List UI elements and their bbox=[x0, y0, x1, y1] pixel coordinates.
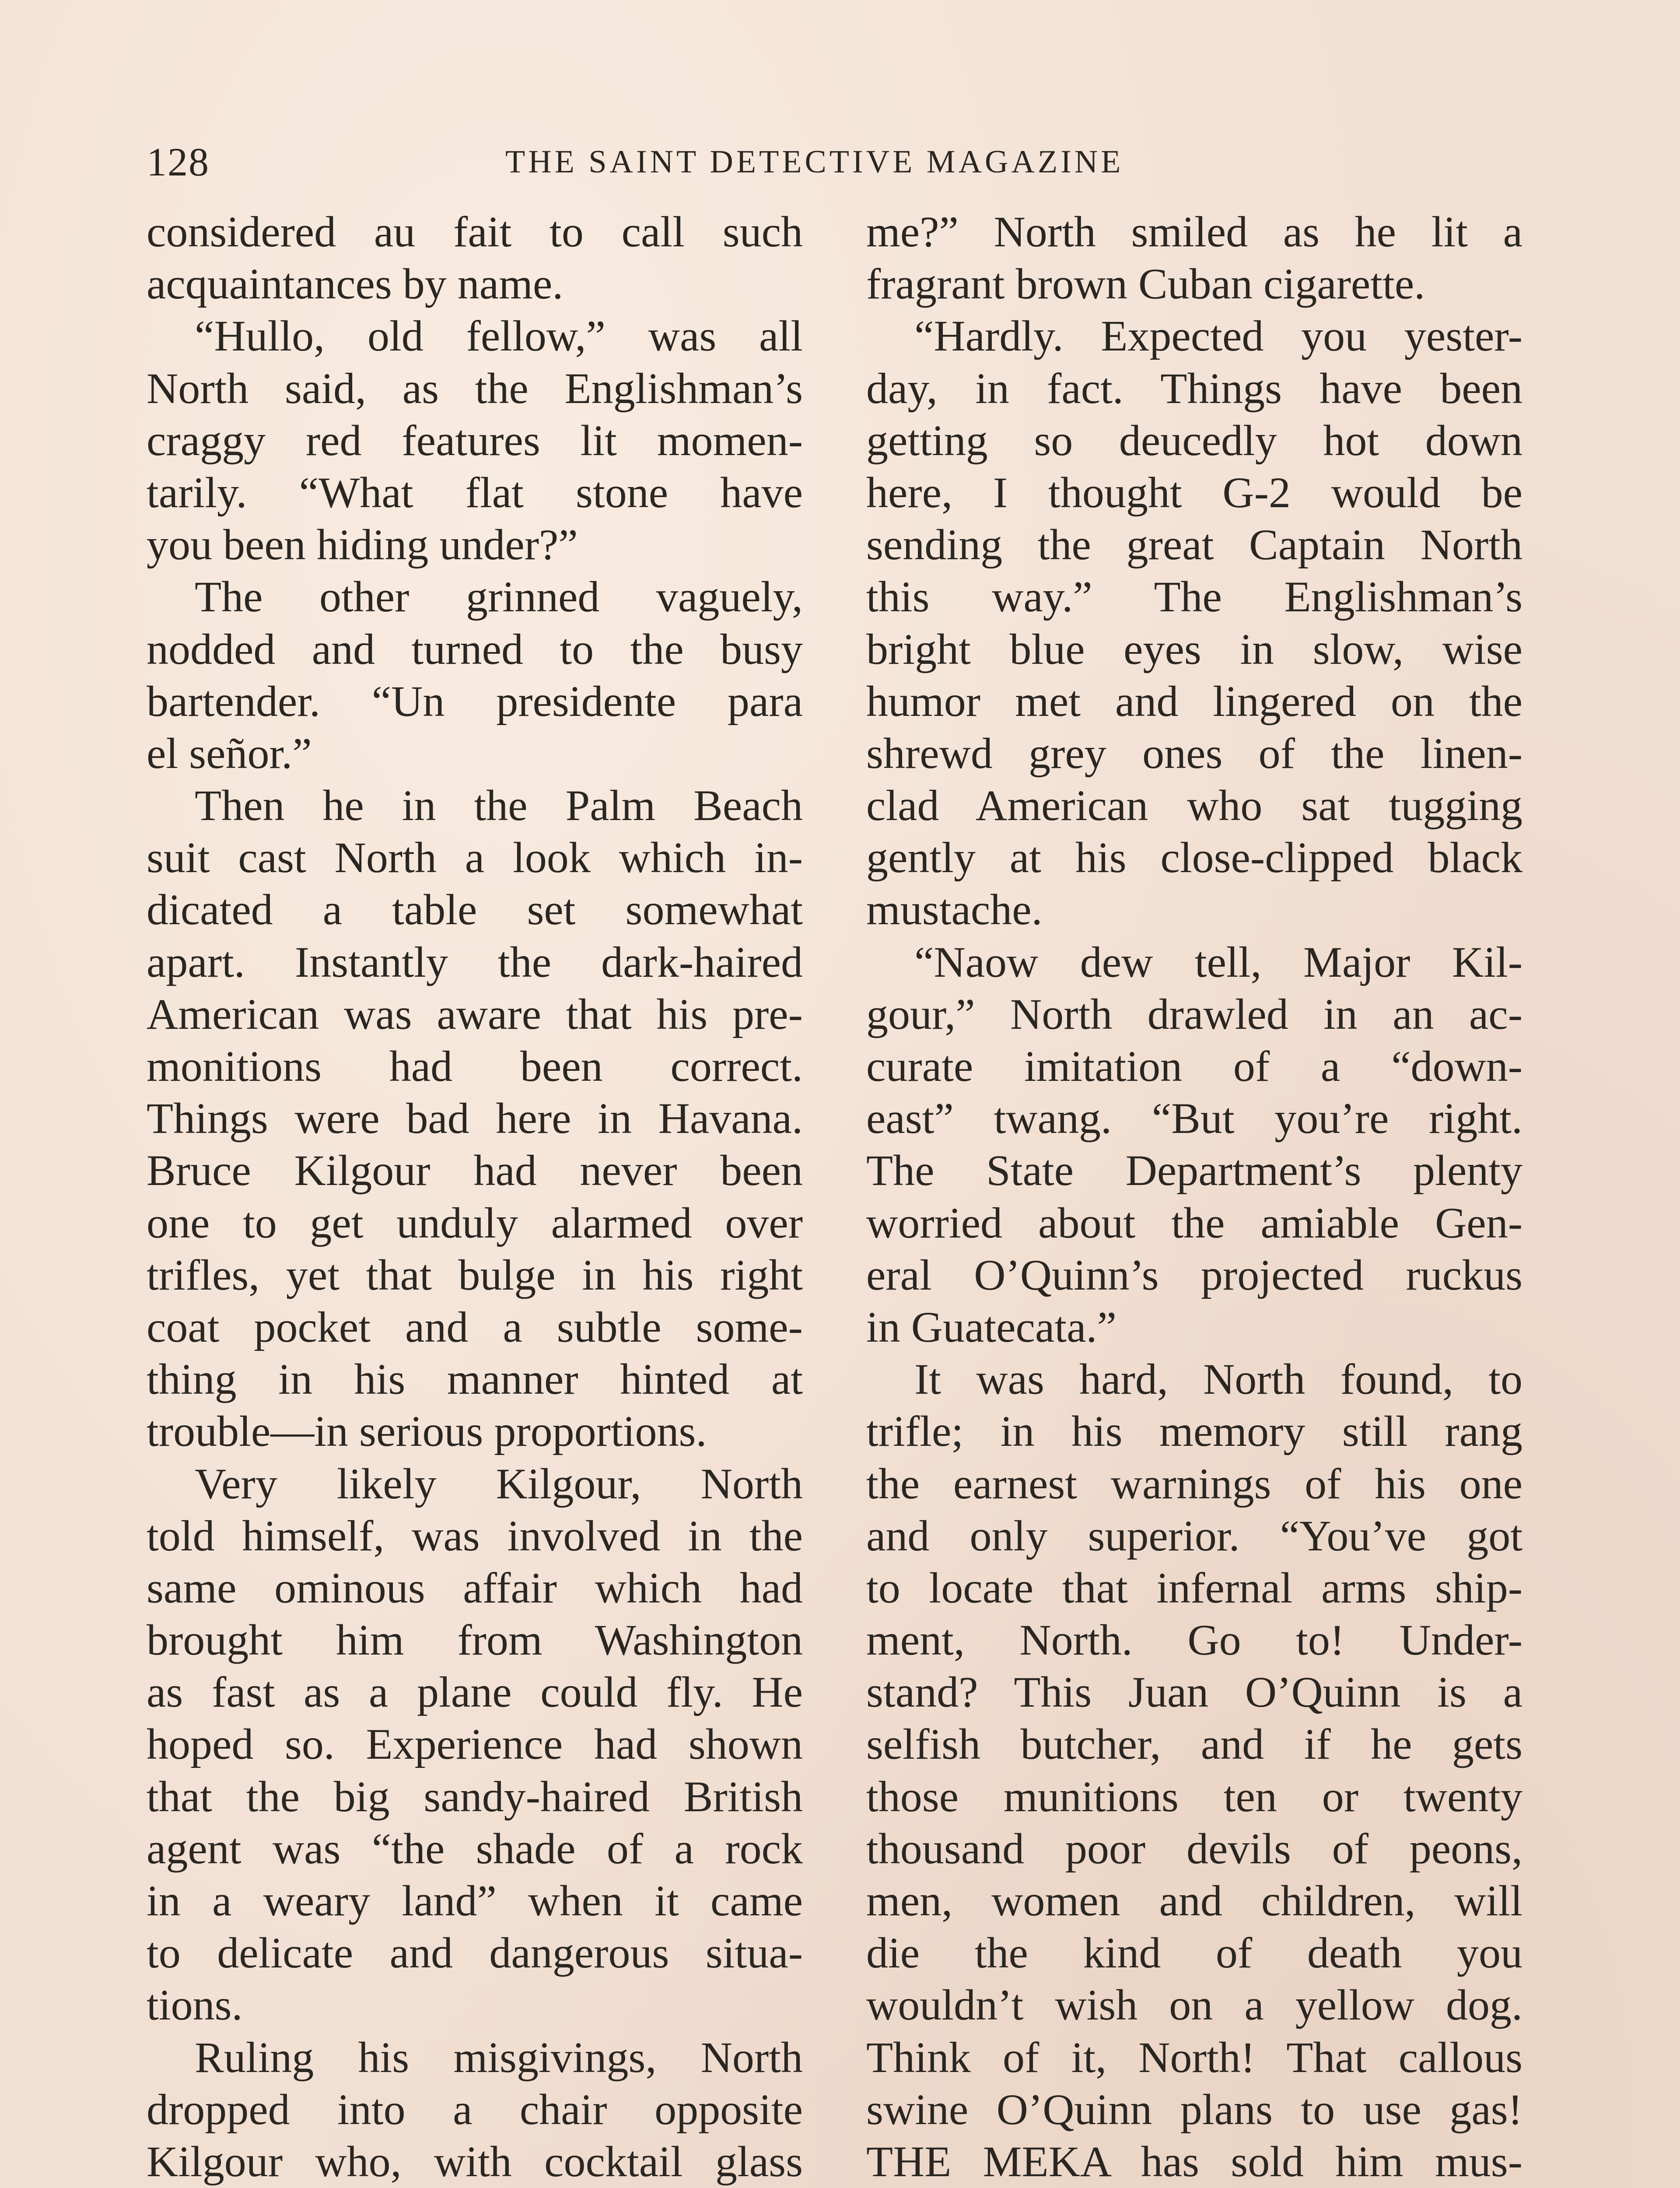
text-line: to delicate and dangerous situa- bbox=[147, 1929, 803, 1978]
text-line: “Hardly. Expected you yester- bbox=[914, 312, 1522, 361]
text-line: told himself, was involved in the bbox=[147, 1511, 803, 1560]
text-line: bright blue eyes in slow, wise bbox=[866, 624, 1522, 673]
text-line: gently at his close-clipped black bbox=[866, 833, 1522, 882]
text-line: here, I thought G-2 would be bbox=[866, 468, 1522, 517]
text-line: trifles, yet that bulge in his right bbox=[147, 1250, 803, 1299]
text-line: this way.” The Englishman’s bbox=[866, 572, 1522, 621]
text-line: THE MEKA has sold him mus- bbox=[866, 2137, 1522, 2186]
text-line: thing in his manner hinted at bbox=[147, 1355, 803, 1404]
text-line: dropped into a chair opposite bbox=[147, 2085, 803, 2134]
text-line: Ruling his misgivings, North bbox=[195, 2033, 803, 2082]
text-line: monitions had been correct. bbox=[147, 1042, 803, 1090]
text-line: Kilgour who, with cocktail glass bbox=[147, 2137, 803, 2186]
text-line: as fast as a plane could fly. He bbox=[147, 1668, 803, 1717]
text-line: It was hard, North found, to bbox=[914, 1355, 1522, 1404]
text-line: bartender. “Un presidente para bbox=[147, 677, 803, 726]
text-line: brought him from Washington bbox=[147, 1616, 803, 1665]
text-line: hoped so. Experience had shown bbox=[147, 1720, 803, 1769]
text-line: clad American who sat tugging bbox=[866, 781, 1522, 830]
text-line: Things were bad here in Havana. bbox=[147, 1094, 803, 1143]
text-line: humor met and lingered on the bbox=[866, 677, 1522, 726]
text-line: North said, as the Englishman’s bbox=[147, 364, 803, 413]
text-line: stand? This Juan O’Quinn is a bbox=[866, 1668, 1522, 1717]
text-line: those munitions ten or twenty bbox=[866, 1772, 1522, 1821]
text-line: trifle; in his memory still rang bbox=[866, 1407, 1522, 1456]
text-line: ment, North. Go to! Under- bbox=[866, 1616, 1522, 1665]
text-line: in Guatecata.” bbox=[866, 1302, 1116, 1351]
text-line: “Naow dew tell, Major Kil- bbox=[914, 937, 1522, 986]
text-line: considered au fait to call such bbox=[147, 207, 803, 256]
text-line: the earnest warnings of his one bbox=[866, 1459, 1522, 1508]
text-line: getting so deucedly hot down bbox=[866, 416, 1522, 465]
text-line: thousand poor devils of peons, bbox=[866, 1824, 1522, 1873]
text-line: curate imitation of a “down- bbox=[866, 1042, 1522, 1090]
text-line: American was aware that his pre- bbox=[147, 989, 803, 1038]
text-line: die the kind of death you bbox=[866, 1929, 1522, 1978]
text-line: fragrant brown Cuban cigarette. bbox=[866, 259, 1425, 309]
text-line: in a weary land” when it came bbox=[147, 1876, 803, 1925]
text-line: The State Department’s plenty bbox=[866, 1146, 1522, 1195]
text-line: acquaintances by name. bbox=[147, 259, 564, 309]
text-line: tions. bbox=[147, 1981, 243, 2030]
text-line: sending the great Captain North bbox=[866, 520, 1522, 569]
text-line: east” twang. “But you’re right. bbox=[866, 1094, 1522, 1143]
text-line: me?” North smiled as he lit a bbox=[866, 207, 1522, 256]
text-line: el señor.” bbox=[147, 729, 312, 778]
text-line: shrewd grey ones of the linen- bbox=[866, 729, 1522, 778]
text-line: dicated a table set somewhat bbox=[147, 885, 803, 934]
text-line: one to get unduly alarmed over bbox=[147, 1198, 803, 1247]
text-line: eral O’Quinn’s projected ruckus bbox=[866, 1250, 1522, 1299]
text-line: you been hiding under?” bbox=[147, 520, 578, 569]
text-line: The other grinned vaguely, bbox=[195, 572, 803, 621]
text-line: selfish butcher, and if he gets bbox=[866, 1720, 1522, 1769]
page-number: 128 bbox=[147, 140, 210, 184]
text-line: Think of it, North! That callous bbox=[866, 2033, 1522, 2082]
text-line: suit cast North a look which in- bbox=[147, 833, 803, 882]
text-line: gour,” North drawled in an ac- bbox=[866, 989, 1522, 1038]
text-line: same ominous affair which had bbox=[147, 1563, 803, 1612]
text-line: apart. Instantly the dark-haired bbox=[147, 937, 803, 986]
text-line: agent was “the shade of a rock bbox=[147, 1824, 803, 1873]
text-line: Then he in the Palm Beach bbox=[195, 781, 803, 830]
text-line: men, women and children, will bbox=[866, 1876, 1522, 1925]
text-line: Very likely Kilgour, North bbox=[195, 1459, 803, 1508]
text-line: “Hullo, old fellow,” was all bbox=[195, 312, 803, 361]
text-line: swine O’Quinn plans to use gas! bbox=[866, 2085, 1522, 2134]
right-text-column bbox=[866, 206, 1522, 2188]
text-line: nodded and turned to the busy bbox=[147, 624, 803, 673]
page-header bbox=[147, 136, 1533, 188]
left-text-column bbox=[147, 206, 803, 2188]
text-line: worried about the amiable Gen- bbox=[866, 1198, 1522, 1247]
text-line: wouldn’t wish on a yellow dog. bbox=[866, 1981, 1522, 2030]
text-line: that the big sandy-haired British bbox=[147, 1772, 803, 1821]
running-title: THE SAINT DETECTIVE MAGAZINE bbox=[505, 144, 1124, 180]
text-line: tarily. “What flat stone have bbox=[147, 468, 803, 517]
text-line: and only superior. “You’ve got bbox=[866, 1511, 1522, 1560]
text-line: to locate that infernal arms ship- bbox=[866, 1563, 1522, 1612]
text-line: Bruce Kilgour had never been bbox=[147, 1146, 803, 1195]
text-line: coat pocket and a subtle some- bbox=[147, 1302, 803, 1351]
text-line: trouble—in serious proportions. bbox=[147, 1407, 707, 1456]
text-line: mustache. bbox=[866, 885, 1043, 934]
text-line: day, in fact. Things have been bbox=[866, 364, 1522, 413]
text-line: craggy red features lit momen- bbox=[147, 416, 803, 465]
